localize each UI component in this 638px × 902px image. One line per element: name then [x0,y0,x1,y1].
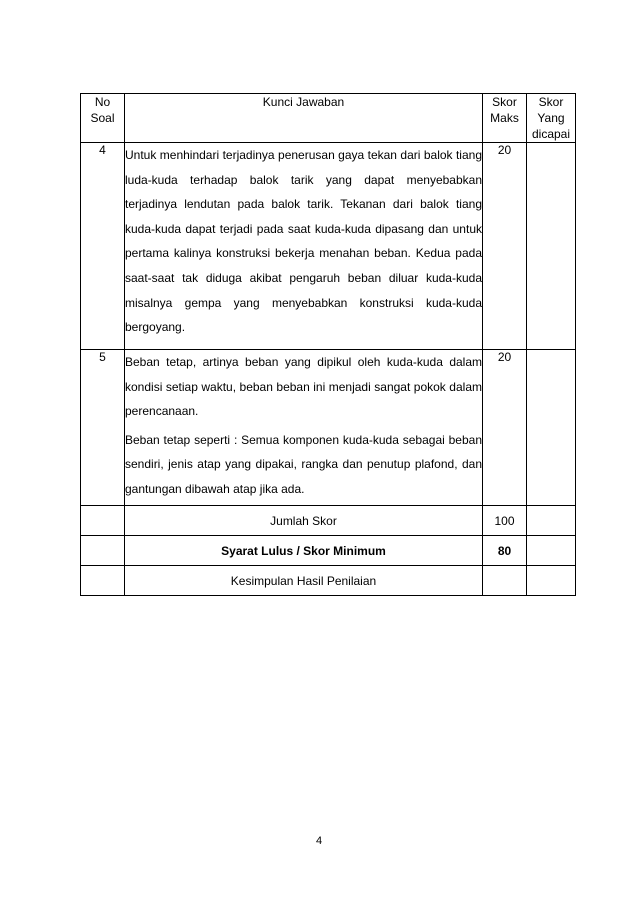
conclusion-label: Kesimpulan Hasil Penilaian [125,566,483,596]
header-max-score: Skor Maks [483,94,527,143]
achieved-score[interactable] [527,350,576,506]
header-achieved-score: Skor Yang dicapai [527,94,576,143]
question-number: 4 [81,143,125,350]
total-achieved-cell[interactable] [527,506,576,536]
achieved-score[interactable] [527,143,576,350]
conclusion-value-cell[interactable] [483,566,527,596]
answer-key-cell [125,143,483,350]
max-score: 20 [483,350,527,506]
total-score-value: 100 [483,506,527,536]
max-score: 20 [483,143,527,350]
conclusion-achieved-cell[interactable] [527,566,576,596]
pass-requirement-value: 80 [483,536,527,566]
header-answer-key: Kunci Jawaban [125,94,483,143]
total-score-row [81,506,576,536]
conclusion-row [81,566,576,596]
answer-key-table [80,93,576,596]
table-header-row [81,94,576,143]
empty-cell [81,506,125,536]
empty-cell [81,566,125,596]
table-row [81,350,576,506]
table-row [81,143,576,350]
empty-cell [81,536,125,566]
answer-paragraph: Beban tetap seperti : Semua komponen kuda-kuda sebagai beban sendiri, jenis atap yang dipakai, rangka dan penutup plafond, dan gantungan dibawah atap jika ada. [125,432,482,496]
total-score-label: Jumlah Skor [125,506,483,536]
answer-paragraph: Untuk menhindari terjadinya penerusan gaya tekan dari balok tiang luda-kuda terhadap balok tarik yang dapat menyebabkan terjadinya lendutan pada balok tarik. Tekanan dari balok tiang kuda-kuda dapat terjadi pada saat kuda-kuda dipasang dan untuk pertama kalinya konstruksi bekerja menahan beban. Kedua pada saat-saat tak diduga akibat pengaruh beban diluar kuda-kuda misalnya gempa yang menyebabkan konstruksi kuda-kuda bergoyang. [125,148,482,335]
question-number: 5 [81,350,125,506]
answer-paragraph: Beban tetap, artinya beban yang dipikul oleh kuda-kuda dalam kondisi setiap waktu, beban beban ini menjadi sangat pokok dalam perencanaan. [125,355,482,419]
pass-achieved-cell[interactable] [527,536,576,566]
header-question-number: No Soal [81,94,125,143]
pass-requirement-row [81,536,576,566]
page-number: 4 [315,835,323,847]
answer-key-cell [125,350,483,506]
pass-requirement-label: Syarat Lulus / Skor Minimum [125,536,483,566]
